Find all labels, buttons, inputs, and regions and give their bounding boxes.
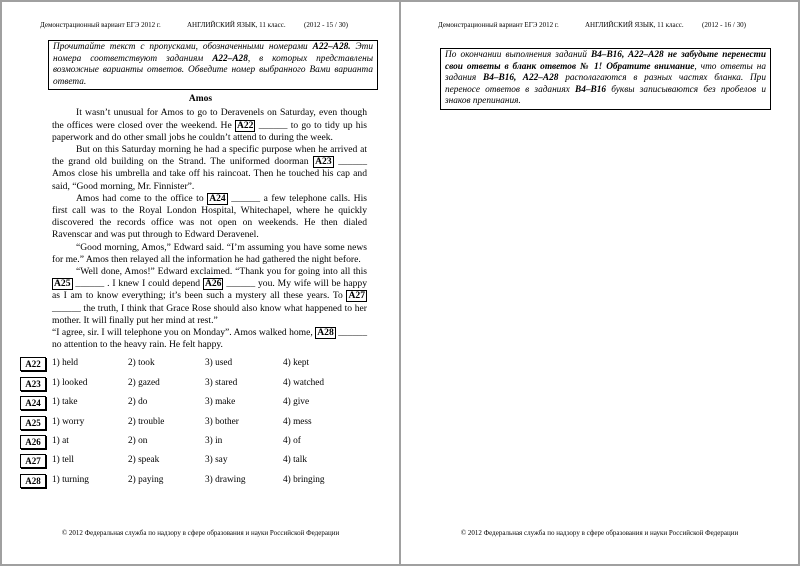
answer-option[interactable]: 1) turning [52,474,89,485]
instruction-range: A22–A28 [212,53,248,64]
question-row [20,454,399,473]
answer-option[interactable]: 3) stared [205,377,238,388]
question-label: A28 [20,474,46,488]
answer-option[interactable]: 2) paying [128,474,164,485]
paragraph: It wasn’t unusual for Amos to go to Deravenels on Saturday, even though the offices were closed over the weekend. He A22 ______ to go to tidy up his paperwork and do other small jobs he couldn’t attend to during the week. [52,107,367,143]
answer-option[interactable]: 4) talk [283,455,308,466]
paragraph: “Well done, Amos!” Edward exclaimed. “Thank you for going into all this A25 ______ . I knew I could depend A26 ______ you. My wife will be happy as I am to know everything; it’s been such a mystery all these years. To A27 ______ the truth, I think that Grace Rose should also know what happened to her mother. It will finally put her mind at rest.” [52,266,367,326]
footer: © 2012 Федеральная служба по надзору в сфере образования и науки Российской Федерации [61,529,340,537]
answer-option[interactable]: 2) on [128,436,148,446]
header-variant: Демонстрационный вариант ЕГЭ 2012 г. [438,21,559,29]
gap-tag: A25 [54,278,71,290]
question-label: A22 [20,357,46,371]
answer-option[interactable]: 1) take [52,397,78,408]
answer-option[interactable]: 3) bother [205,416,239,427]
page-header [2,21,399,31]
answer-option[interactable]: 1) held [52,358,79,369]
answer-option[interactable]: 1) tell [52,455,74,466]
notice-box: По окончании выполнения заданий B4–B16, A22–A28 не забудьте перенести свои ответы в бланк ответов № 1! Обратите внимание, что ответы на задания B4–B16, A22–A28 располагаются в разных частях бланка. При переносе ответов в заданиях B4–B16 буквы записываются без пробелов и знаков препинания. [440,48,771,110]
header-subject: АНГЛИЙСКИЙ ЯЗЫК, 11 класс. [187,21,286,29]
page-right [401,2,798,564]
answer-option[interactable]: 2) gazed [128,377,160,388]
gap-tag: A28 [317,327,334,339]
page-content [2,40,399,493]
answer-options [20,357,399,493]
answer-option[interactable]: 4) bringing [283,474,325,485]
answer-option[interactable]: 4) mess [283,416,312,427]
gap-tag: A23 [315,156,332,168]
question-label: A25 [20,416,46,430]
question-label: A24 [20,396,46,410]
instruction-text: Прочитайте текст с пропусками, обозначенными номерами [53,42,313,52]
reading-text [52,107,367,351]
instruction-range: A22–A28. [312,42,351,52]
question-row [20,357,399,376]
answer-option[interactable]: 2) trouble [128,416,165,427]
question-row [20,474,399,493]
paragraph: Amos had come to the office to A24 ______ a few telephone calls. His first call was to the Royal London Hospital, Whitechapel, where he quickly discovered the records office was not open on weekends. He then dialed Ravenscar and was put through to Edward Deravenel. [52,192,367,241]
answer-option[interactable]: 4) give [283,397,310,408]
paragraph: But on this Saturday morning he had a specific purpose when he arrived at the grand old building on the Strand. The uniformed doorman A23 ______ Amos close his umbrella and take off his raincoat. Then he touched his cap and said, “Good morning, Mr. Finnister”. [52,143,367,192]
answer-option[interactable]: 1) worry [52,416,85,427]
answer-option[interactable]: 1) looked [52,377,88,388]
header-page-number: (2012 - 15 / 30) [304,21,348,29]
question-label: A27 [20,454,46,468]
answer-option[interactable]: 3) in [205,436,223,446]
header-page-number: (2012 - 16 / 30) [702,21,746,29]
answer-option[interactable]: 3) drawing [205,474,246,485]
answer-option[interactable]: 4) watched [283,377,325,388]
answer-option[interactable]: 2) speak [128,455,160,466]
answer-option[interactable]: 3) make [205,397,236,408]
gap-tag: A26 [204,278,222,290]
question-label: A26 [20,435,46,449]
header-subject: АНГЛИЙСКИЙ ЯЗЫК, 11 класс. [585,21,684,29]
instruction-text: Эти номера соответствуют заданиям [53,42,373,64]
question-row [20,396,399,415]
page-header [401,21,798,31]
answer-option[interactable]: 3) used [205,358,233,369]
question-row [20,416,399,435]
text-title: Amos [188,94,213,105]
header-variant: Демонстрационный вариант ЕГЭ 2012 г. [40,21,161,29]
gap-tag: A22 [236,119,254,131]
question-label: A23 [20,377,46,391]
footer: © 2012 Федеральная служба по надзору в сфере образования и науки Российской Федерации [460,529,739,537]
question-row [20,435,399,454]
instruction-box [48,40,378,90]
answer-option[interactable]: 4) kept [283,358,310,369]
page-left [2,2,399,564]
gap-tag: A24 [209,192,226,204]
answer-option[interactable]: 4) of [283,436,301,446]
answer-option[interactable]: 2) do [128,397,148,408]
instruction-text: , в которых представлены возможные варианты ответов. Обведите номер выбранного Вами варианта ответа. [53,53,374,87]
question-row [20,377,399,396]
answer-option[interactable]: 1) at [52,436,69,446]
answer-option[interactable]: 3) say [205,455,228,466]
answer-option[interactable]: 2) took [128,358,155,369]
paragraph: “I agree, sir. I will telephone you on Monday”. Amos walked home, A28 ______ no attention to the heavy rain. He felt happy. [52,327,367,351]
paragraph: “Good morning, Amos,” Edward said. “I’m assuming you have some news for me.” Amos then relayed all the information he had gathered the night before. [52,241,367,265]
gap-tag: A27 [348,290,365,302]
